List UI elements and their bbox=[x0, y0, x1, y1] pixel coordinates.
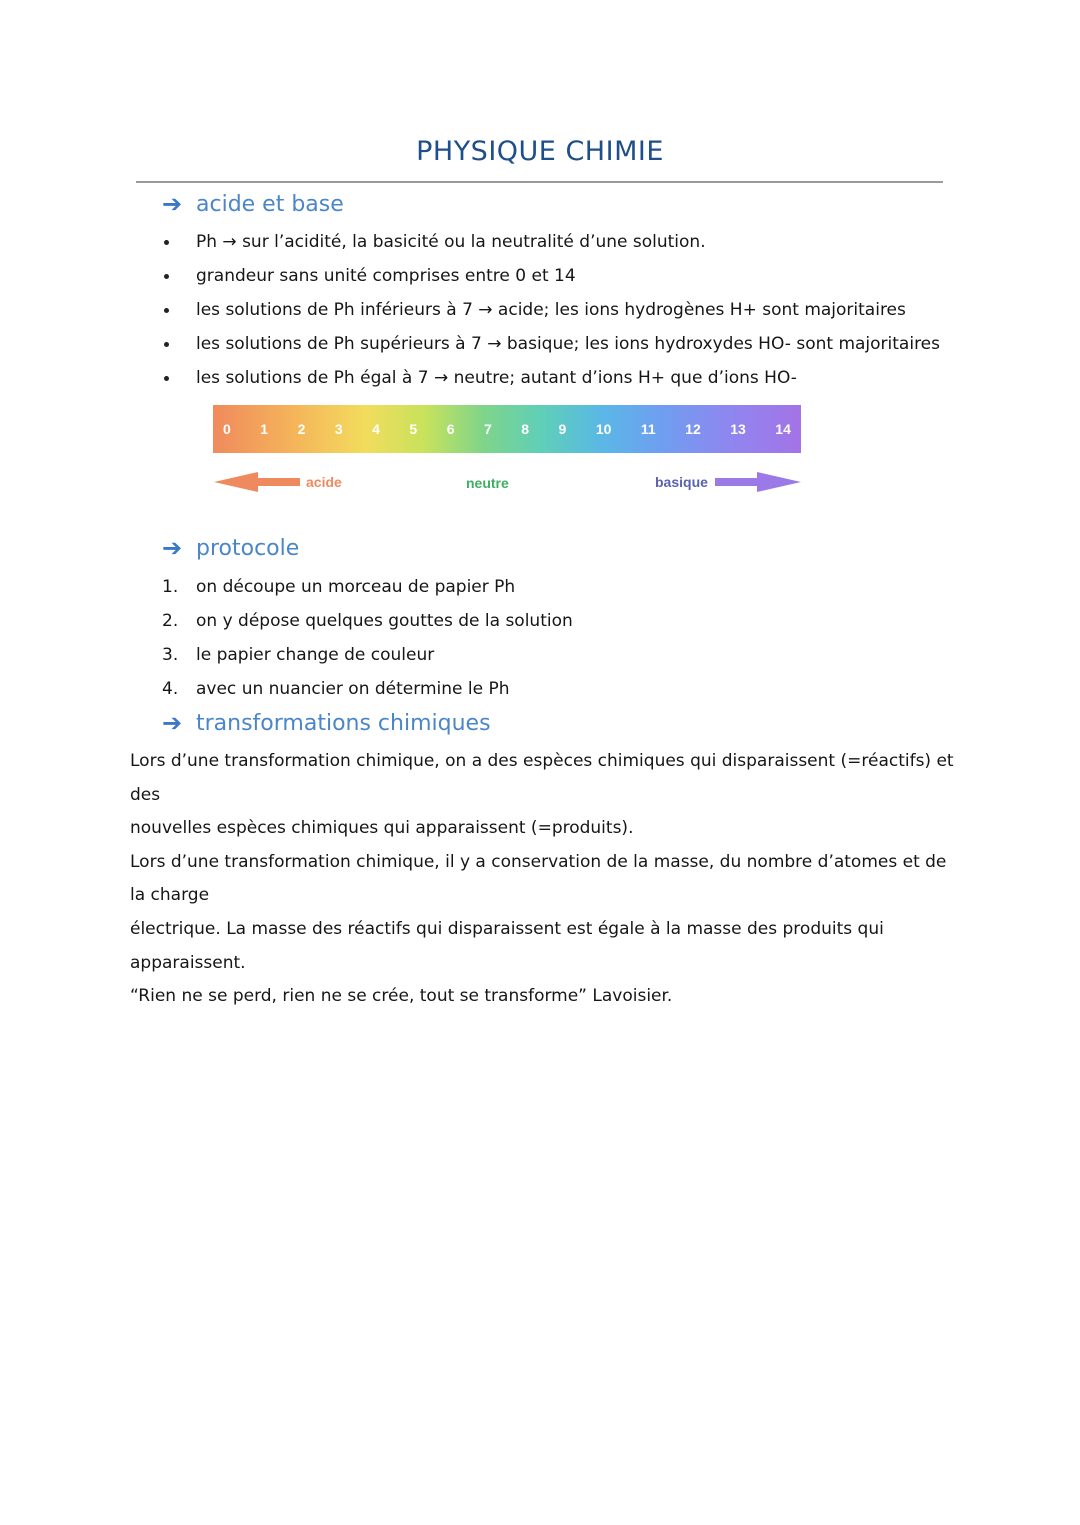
heading-transformations bbox=[162, 709, 491, 737]
heading-protocole-text: protocole bbox=[196, 535, 300, 561]
ph-value-0: 0 bbox=[223, 421, 231, 437]
protocole-list bbox=[160, 570, 573, 706]
arrow-right-basic-icon bbox=[715, 470, 801, 494]
ph-value-11: 11 bbox=[640, 421, 656, 437]
step-text: avec un nuancier on détermine le Ph bbox=[196, 679, 510, 699]
ph-value-2: 2 bbox=[297, 421, 306, 437]
ph-value-10: 10 bbox=[595, 421, 612, 437]
bullet-icon bbox=[164, 308, 169, 313]
step-text: on découpe un morceau de papier Ph bbox=[196, 577, 516, 597]
step-number: 1. bbox=[162, 577, 179, 597]
list-item-text: les solutions de Ph inférieurs à 7 → acide; les ions hydrogènes H+ sont majoritaires bbox=[196, 300, 906, 320]
paragraph-line: “Rien ne se perd, rien ne se crée, tout se transforme” Lavoisier. bbox=[130, 986, 673, 1007]
heading-transformations-text: transformations chimiques bbox=[196, 710, 491, 736]
bullet-icon bbox=[164, 376, 169, 381]
ph-value-14: 14 bbox=[775, 421, 791, 437]
bullet-icon bbox=[164, 342, 169, 347]
list-item-text: grandeur sans unité comprises entre 0 et 14 bbox=[196, 266, 576, 286]
paragraph-line: Lors d’une transformation chimique, il y a conservation de la masse, du nombre d’atomes et de la charge bbox=[130, 851, 947, 906]
list-item bbox=[160, 638, 573, 672]
ph-value-12: 12 bbox=[685, 421, 701, 437]
step-number: 3. bbox=[162, 645, 179, 665]
page-title: PHYSIQUE CHIMIE bbox=[416, 136, 664, 167]
ph-scale-bar bbox=[213, 405, 801, 453]
step-text: on y dépose quelques gouttes de la solution bbox=[196, 611, 573, 631]
label-basique: basique bbox=[655, 474, 708, 490]
list-item bbox=[160, 604, 573, 638]
ph-value-7: 7 bbox=[483, 421, 492, 437]
ph-value-13: 13 bbox=[730, 421, 746, 437]
bullet-icon bbox=[164, 240, 169, 245]
list-item bbox=[160, 327, 940, 361]
bullet-icon bbox=[164, 274, 169, 279]
arrow-right-icon: ➔ bbox=[162, 534, 183, 562]
ph-value-9: 9 bbox=[558, 421, 567, 437]
list-item-text: les solutions de Ph égal à 7 → neutre; autant d’ions H+ que d’ions HO- bbox=[196, 368, 797, 388]
list-item bbox=[160, 225, 940, 259]
arrow-right-icon: ➔ bbox=[162, 190, 183, 218]
ph-value-8: 8 bbox=[521, 421, 530, 437]
step-number: 2. bbox=[162, 611, 179, 631]
paragraph-line: électrique. La masse des réactifs qui disparaissent est égale à la masse des produits qui apparaissent. bbox=[130, 918, 884, 973]
label-acide: acide bbox=[306, 474, 342, 490]
paragraph-line: Lors d’une transformation chimique, on a des espèces chimiques qui disparaissent (=réactifs) et des bbox=[130, 751, 954, 805]
list-item bbox=[160, 570, 573, 604]
list-item-text: Ph → sur l’acidité, la basicité ou la neutralité d’une solution. bbox=[196, 232, 706, 252]
list-item bbox=[160, 293, 940, 327]
ph-value-1: 1 bbox=[260, 421, 269, 437]
label-neutre: neutre bbox=[466, 475, 509, 491]
arrow-left-acid-icon bbox=[214, 470, 300, 494]
paragraph-line: nouvelles espèces chimiques qui apparaissent (=produits). bbox=[130, 818, 634, 839]
list-item bbox=[160, 361, 940, 395]
ph-value-3: 3 bbox=[334, 421, 343, 437]
list-item bbox=[160, 259, 940, 293]
step-number: 4. bbox=[162, 679, 179, 699]
ph-value-5: 5 bbox=[409, 421, 418, 437]
ph-value-6: 6 bbox=[446, 421, 455, 437]
heading-protocole bbox=[162, 534, 299, 562]
step-text: le papier change de couleur bbox=[196, 645, 435, 665]
list-item bbox=[160, 672, 573, 706]
heading-acide-base-text: acide et base bbox=[196, 191, 344, 217]
heading-acide-base bbox=[162, 190, 344, 218]
acide-base-list bbox=[160, 225, 940, 395]
transformations-paragraph bbox=[130, 745, 960, 1014]
ph-value-4: 4 bbox=[372, 421, 380, 437]
title-divider bbox=[136, 181, 943, 183]
arrow-right-icon: ➔ bbox=[162, 709, 183, 737]
list-item-text: les solutions de Ph supérieurs à 7 → basique; les ions hydroxydes HO- sont majoritaires bbox=[196, 334, 940, 354]
